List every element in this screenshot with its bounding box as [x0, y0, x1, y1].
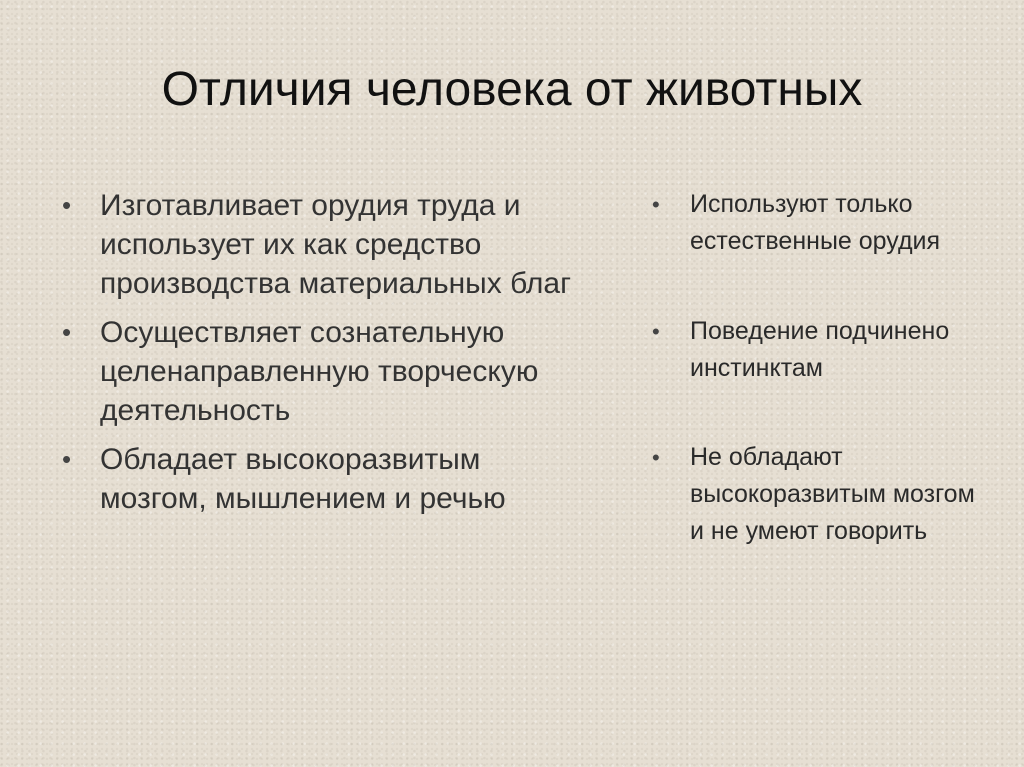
bullet-icon: • [62, 190, 72, 220]
human-traits-list [58, 186, 578, 528]
list-item-text: Обладает высокоразвитым мозгом, мышлением и речью [100, 443, 506, 515]
list-item [648, 186, 988, 260]
list-item-text: Изготавливает орудия труда и использует их как средство производства материальных благ [100, 189, 572, 300]
bullet-icon: • [62, 444, 72, 474]
bullet-icon: • [62, 317, 72, 347]
list-item [58, 313, 578, 430]
list-item-text: Осуществляет сознательную целенаправленную творческую деятельность [100, 316, 539, 427]
bullet-icon: • [652, 445, 660, 470]
list-item [648, 313, 988, 387]
list-item-text: Не обладают высокоразвитым мозгом и не умеют говорить [690, 443, 975, 545]
bullet-icon: • [652, 192, 660, 217]
list-item-text: Поведение подчинено инстинктам [690, 317, 950, 382]
list-item-text: Используют только естественные орудия [690, 190, 941, 255]
list-item [648, 439, 988, 550]
list-item [58, 186, 578, 303]
bullet-icon: • [652, 319, 660, 344]
animal-traits-list [648, 186, 988, 550]
slide-title: Отличия человека от животных [161, 63, 863, 116]
list-item [58, 440, 578, 518]
